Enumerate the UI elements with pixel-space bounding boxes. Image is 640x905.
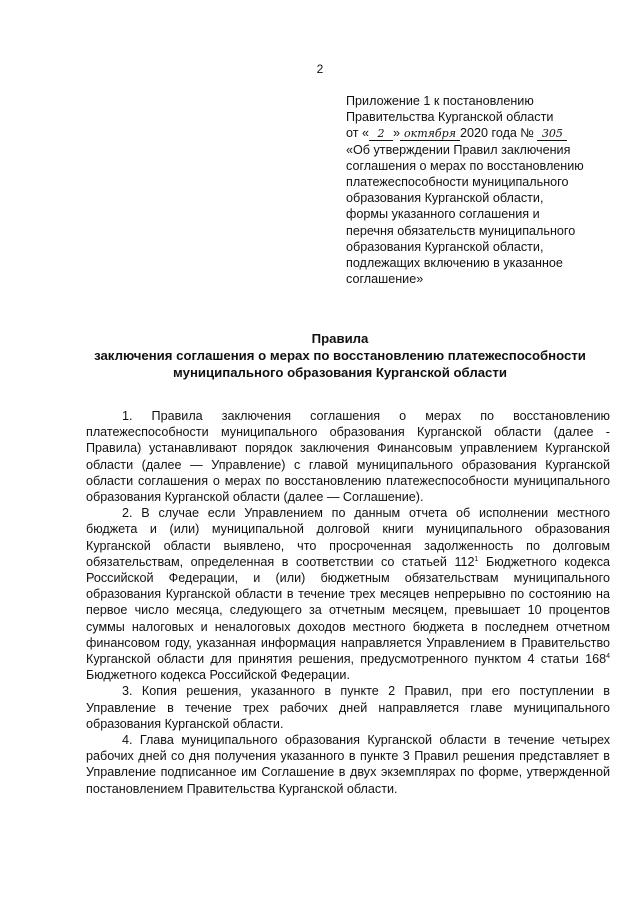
handwritten-month: октября: [400, 128, 460, 141]
appendix-title-line: образования Курганской области,: [346, 239, 544, 254]
appendix-title-line: соглашения о мерах по восстановлению: [346, 158, 584, 173]
date-prefix: от «: [346, 126, 369, 141]
heading-subtitle-2: муниципального образования Курганской области: [173, 365, 507, 381]
date-quote-close: »: [393, 126, 401, 141]
handwritten-day: 2: [369, 128, 393, 141]
appendix-title-line: платежеспособности муниципального: [346, 175, 569, 190]
appendix-line-2: Правительства Курганской области: [346, 110, 554, 125]
rules-heading: [40, 330, 640, 382]
appendix-title-line: подлежащих включению в указанное: [346, 256, 563, 271]
appendix-date-line: [346, 125, 616, 141]
date-year: 2020 года №: [460, 126, 534, 141]
handwritten-number: 305: [537, 128, 567, 141]
paragraph-3: 3. Копия решения, указанного в пункте 2 Правил, при его поступлении в Управление в течение трех рабочих дней направляется главе муниципального образования Курганской области.: [86, 684, 610, 731]
appendix-title-line: «Об утверждении Правил заключения: [346, 142, 571, 157]
paragraph-2: [86, 505, 610, 683]
page-number: 2: [316, 62, 324, 76]
appendix-line-1: Приложение 1 к постановлению: [346, 94, 534, 108]
footnote-marker: 1: [474, 555, 479, 563]
appendix-title-line: соглашение»: [346, 272, 424, 287]
appendix-block: [346, 93, 616, 287]
paragraph-2-part-b: Бюджетного кодекса Российской Федерации, и (или) бюджетным обязательствам муниципального образования Курганской области в течение трех месяцев непрерывно по состоянию на первое число месяца, следующего за отчетным месяцем, превышает 10 процентов суммы налоговых и неналоговых доходов местного бюджета в последнем отчетном финансовом году, указанная информация направляется Управлением в Правительство Курганской области для принятия решения, предусмотренного пунктом 4 статьи 168: [86, 554, 610, 667]
heading-title: Правила: [311, 331, 369, 346]
rules-body: [86, 408, 610, 797]
heading-subtitle-1: заключения соглашения о мерах по восстановлению платежеспособности: [94, 348, 586, 364]
paragraph-1: 1. Правила заключения соглашения о мерах по восстановлению платежеспособности муниципального образования Курганской области (далее - Правила) устанавливают порядок заключения Финансовым управлением Курганской области (далее — Управление) с главой муниципального образования Курганской области соглашения о мерах по восстановлению платежеспособности муниципального образования Курганской области (далее — Соглашение).: [86, 409, 610, 505]
appendix-title-line: образования Курганской области,: [346, 191, 544, 206]
appendix-title-line: перечня обязательств муниципального: [346, 223, 576, 238]
paragraph-2-part-a: 2. В случае если Управлением по данным отчета об исполнении местного бюджета и (или) муниципальной долговой книги муниципального образования Курганской области выявлено, что просроченная задолженность по долговым обязательствам, определенная в соответствии со статьей 112: [86, 506, 610, 569]
paragraph-4: 4. Глава муниципального образования Курганской области в течение четырех рабочих дней со дня получения указанного в пункте 3 Правил решения представляет в Управление подписанное им Соглашение в двух экземплярах по форме, утвержденной постановлением Правительства Курганской области.: [86, 733, 610, 796]
appendix-title-line: формы указанного соглашения и: [346, 207, 540, 222]
paragraph-2-part-c: Бюджетного кодекса Российской Федерации.: [86, 668, 350, 683]
footnote-marker: 4: [606, 652, 610, 660]
